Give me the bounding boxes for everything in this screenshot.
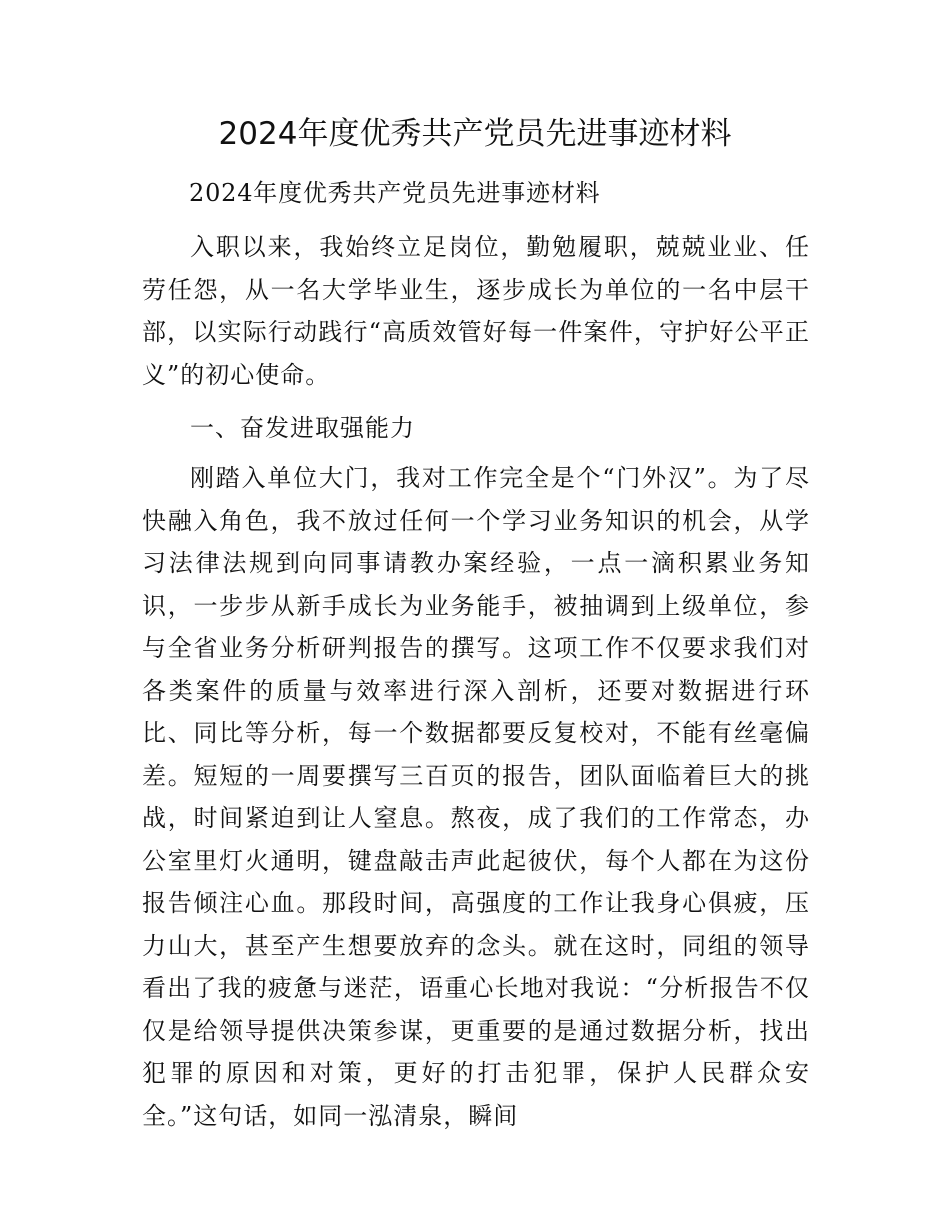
intro-paragraph: 入职以来，我始终立足岗位，勤勉履职，兢兢业业、任劳任怨，从一名大学毕业生，逐步成长为单位的一名中层干部，以实际行动践行“高质效管好每一件案件，守护好公平正义”的初心使命。 <box>142 233 810 389</box>
section-heading: 一、奋发进取强能力 <box>190 414 415 442</box>
document-title: 2024年度优秀共产党员先进事迹材料 <box>218 116 732 152</box>
document-subtitle: 2024年度优秀共产党员先进事迹材料 <box>189 179 601 207</box>
section-paragraph: 刚踏入单位大门，我对工作完全是个“门外汉”。为了尽快融入角色，我不放过任何一个学习业务知识的机会，从学习法律法规到向同事请教办案经验，一点一滴积累业务知识，一步步从新手成长为业务能手，被抽调到上级单位，参与全省业务分析研判报告的撰写。这项工作不仅要求我们对各类案件的质量与效率进行深入剖析，还要对数据进行环比、同比等分析，每一个数据都要反复校对，不能有丝毫偏差。短短的一周要撰写三百页的报告，团队面临着巨大的挑战，时间紧迫到让人窒息。熬夜，成了我们的工作常态，办公室里灯火通明，键盘敲击声此起彼伏，每个人都在为这份报告倾注心血。那段时间，高强度的工作让我身心俱疲，压力山大，甚至产生想要放弃的念头。就在这时，同组的领导看出了我的疲惫与迷茫，语重心长地对我说：“分析报告不仅仅是给领导提供决策参谋，更重要的是通过数据分析，找出犯罪的原因和对策，更好的打击犯罪，保护人民群众安全。”这句话，如同一泓清泉，瞬间 <box>142 464 810 1130</box>
